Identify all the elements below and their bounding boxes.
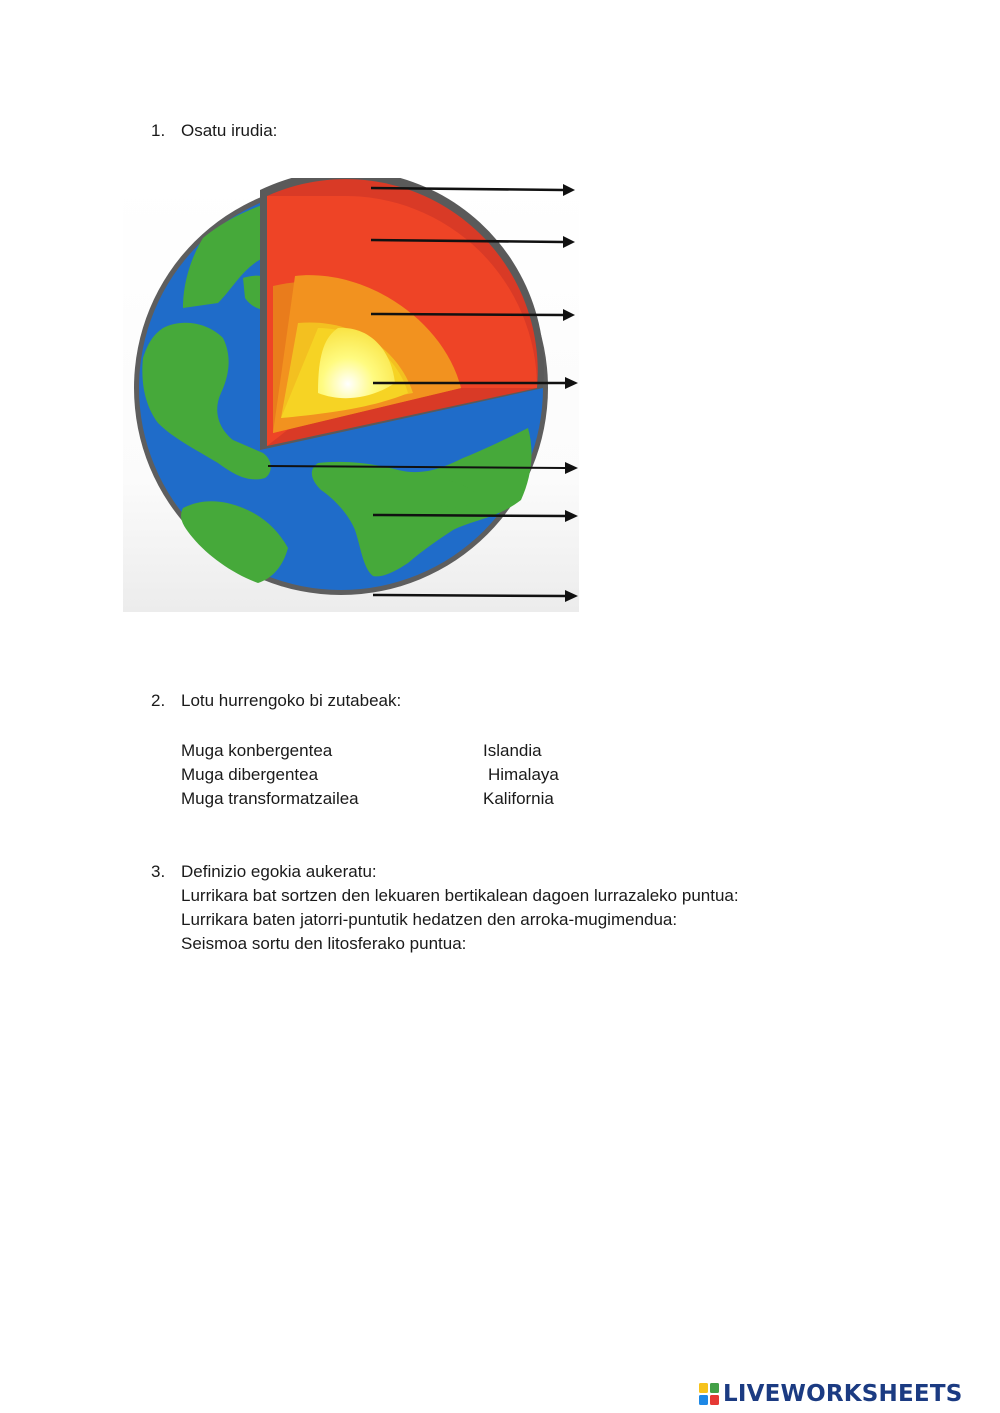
definition-line: Lurrikara baten jatorri-puntutik hedatzen den arroka-mugimendua:: [181, 910, 678, 929]
left-column-item: Muga transformatzailea: [181, 789, 359, 808]
question-3-title: Definizio egokia aukeratu:: [181, 862, 377, 881]
left-column-item: Muga dibergentea: [181, 765, 319, 784]
left-column-item: Muga konbergentea: [181, 741, 333, 760]
question-3-number: 3.: [151, 862, 166, 881]
earth-layers-diagram: [123, 178, 579, 612]
liveworksheets-logo-icon: [698, 1382, 720, 1406]
brand-name: LIVEWORKSHEETS: [723, 1381, 963, 1407]
question-2-title: Lotu hurrengoko bi zutabeak:: [181, 691, 402, 710]
right-column-item: Islandia: [483, 741, 542, 760]
right-column-item: Himalaya: [488, 765, 559, 784]
right-column-item: Kalifornia: [483, 789, 554, 808]
question-2-number: 2.: [151, 691, 166, 710]
definition-line: Seismoa sortu den litosferako puntua:: [181, 934, 467, 953]
definition-line: Lurrikara bat sortzen den lekuaren bertikalean dagoen lurrazaleko puntua:: [181, 886, 739, 905]
question-1-title: Osatu irudia:: [181, 121, 278, 140]
earth-cross-section: [123, 178, 579, 612]
question-1-number: 1.: [151, 121, 166, 140]
liveworksheets-logo: [698, 1379, 962, 1409]
